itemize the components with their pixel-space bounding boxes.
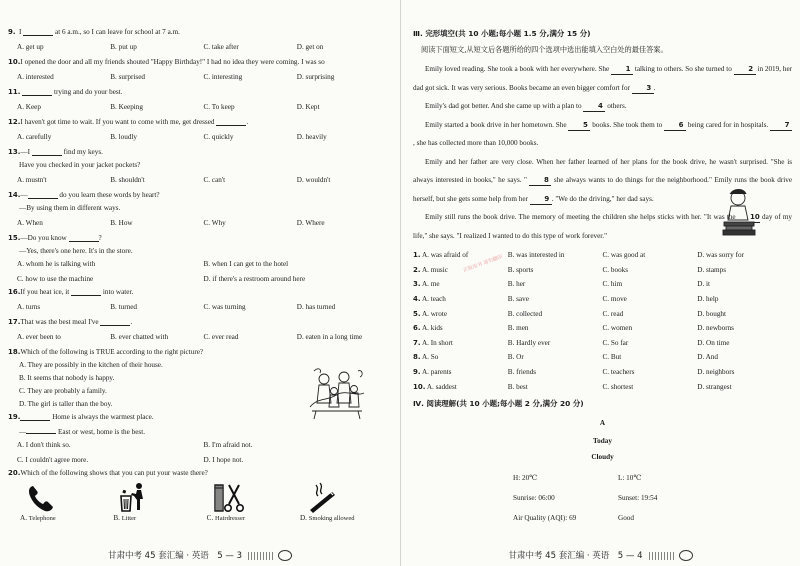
cloze-option-row: 5. A. wrote B. collected C. read D. bought <box>413 306 792 321</box>
option-b[interactable]: B. her <box>507 280 526 289</box>
question-18: 18. Which of the following is TRUE according to the right picture? A. They are possibly in the kitchen of their house. B. It seems that nobody is happy. C. They are probably a family. D. The girl is taller than the boy. <box>8 348 390 409</box>
option-b[interactable]: B. best <box>507 382 528 391</box>
option-b[interactable]: B. shouldn't <box>110 176 145 184</box>
option-d[interactable]: D. Where <box>296 219 325 227</box>
option-d[interactable]: D. I hope not. <box>203 456 244 464</box>
answer-blank[interactable] <box>20 413 50 421</box>
answer-blank[interactable] <box>28 191 58 199</box>
blank-5[interactable]: 5 <box>568 120 590 131</box>
litter-bin-icon <box>117 482 151 514</box>
option-a[interactable]: A. mustn't <box>17 176 47 184</box>
option-c[interactable]: C. take after <box>203 43 239 51</box>
option-a[interactable]: A. They are possibly in the kitchen of their house. <box>19 361 163 369</box>
option-b[interactable]: B. I'm afraid not. <box>203 441 253 449</box>
option-a[interactable]: A. wrote <box>421 309 448 318</box>
answer-blank[interactable] <box>216 118 246 126</box>
option-d[interactable]: D. help <box>697 295 719 304</box>
option-c[interactable]: C. move <box>602 295 627 304</box>
watermark-stamp: 正版用书 请勿翻印 <box>462 254 504 274</box>
option-c[interactable]: C. teachers <box>602 368 635 377</box>
option-d[interactable]: D. if there's a restroom around here <box>203 275 306 283</box>
page-footer: 甘肃中考 45 套汇编 · 英语 5 — 3 <box>0 549 400 561</box>
option-b[interactable]: B. collected <box>507 309 543 318</box>
option-a[interactable]: A. Keep <box>17 103 41 111</box>
question-20: 20. Which of the following shows that you can put your waste there? A. Telephone B. Litter C. Hairdresser D. Smoking allowed <box>8 469 390 523</box>
question-15: 15. —Do you know ? —Yes, there's one here. It's in the store. A. whom he is talking with B. when I can get to the hotel C. how to use the machine D. if there's a restroom around here <box>8 234 390 284</box>
blank-8[interactable]: 8 <box>529 175 551 186</box>
question-12: 12. I haven't got time to wait. If you want to come with me, get dressed . A. carefully B. loudly C. quickly D. heavily <box>8 118 390 142</box>
family-picture <box>308 367 366 421</box>
question-9: 9. I at 6 a.m., so I can leave for school at 7 a.m. A. get up B. put up C. take after D. get on <box>8 28 390 52</box>
sunset: Sunset: 19:54 <box>618 493 658 502</box>
barcode-icon <box>649 552 675 560</box>
option-a[interactable]: A. interested <box>17 73 54 81</box>
option-a[interactable]: A. Telephone <box>20 482 90 523</box>
section-3-title: Ⅲ. 完形填空(共 10 小题;每小题 1.5 分,满分 15 分) <box>413 29 591 38</box>
option-a[interactable]: A. carefully <box>17 133 52 141</box>
weather-details <box>513 473 723 522</box>
option-d[interactable]: D. And <box>697 353 719 362</box>
option-d[interactable]: D. The girl is taller than the boy. <box>19 400 113 408</box>
weather-today: Today <box>593 436 612 445</box>
option-b[interactable]: B. Keeping <box>110 103 143 111</box>
low-temp: L: 10℃ <box>618 473 642 482</box>
question-14: 14. — do you learn these words by heart? —By using them in different ways. A. When B. How C. Why D. Where <box>8 191 390 228</box>
question-10: 10. I opened the door and all my friends shouted "Happy Birthday!" I had no idea they were coming. I was so A. interested B. surprised C. interesting D. surprising <box>8 58 390 82</box>
blank-7[interactable]: 7 <box>770 120 792 131</box>
option-a[interactable]: A. When <box>17 219 43 227</box>
answer-blank[interactable] <box>100 318 130 326</box>
option-d[interactable]: D. get on <box>296 43 324 51</box>
child-reading-icon <box>718 188 760 238</box>
blank-9[interactable]: 9 <box>530 194 552 205</box>
logo-icon <box>679 550 693 561</box>
option-d[interactable]: D. eaten in a long time <box>296 333 363 341</box>
high-temp: H: 20℃ <box>513 473 538 482</box>
page-footer: 甘肃中考 45 套汇编 · 英语 5 — 4 <box>401 549 800 561</box>
cloze-option-row: 10. A. saddest B. best C. shortest D. strangest <box>413 379 792 394</box>
option-d[interactable]: D. surprising <box>296 73 335 81</box>
answer-blank[interactable] <box>69 234 99 242</box>
section-4-title: Ⅳ. 阅读理解(共 10 小题;每小题 2 分,满分 20 分) <box>413 398 584 408</box>
logo-icon <box>278 550 292 561</box>
air-quality-level: Good <box>618 513 634 522</box>
cloze-option-row: 2. A. music B. sports C. books D. stamps <box>413 263 792 278</box>
option-c[interactable]: C. was good at <box>602 251 646 260</box>
option-d[interactable]: D. On time <box>697 338 730 347</box>
cloze-option-row: 8. A. So B. Or C. But D. And <box>413 350 792 365</box>
option-b[interactable]: B. turned <box>110 303 137 311</box>
option-b[interactable]: B. It seems that nobody is happy. <box>19 374 115 382</box>
cloze-option-row: 1. A. was afraid of B. was interested in C. was good at D. was sorry for <box>413 248 792 263</box>
option-c[interactable]: C. They are probably a family. <box>19 387 107 395</box>
cloze-option-row: 9. A. parents B. friends C. teachers D. neighbors <box>413 365 792 380</box>
option-b[interactable]: B. How <box>110 219 133 227</box>
answer-blank[interactable] <box>23 28 53 36</box>
option-a[interactable]: A. So <box>421 353 439 362</box>
option-b[interactable]: B. friends <box>507 368 537 377</box>
question-11: 11. trying and do your best. A. Keep B. Keeping C. To keep D. Kept <box>8 88 390 112</box>
option-b[interactable]: B. when I can get to the hotel <box>203 260 289 268</box>
cloze-option-row: 6. A. kids B. men C. women D. newborns <box>413 321 792 336</box>
option-b[interactable]: B. was interested in <box>507 251 565 260</box>
option-d[interactable]: D. stamps <box>697 265 726 274</box>
option-d[interactable]: D. newborns <box>697 324 734 333</box>
option-d[interactable]: D. was sorry for <box>697 251 744 260</box>
section-3-instructions: 阅读下面短文,从短文后各题所给的四个选项中选出能填入空白处的最佳答案。 <box>421 45 668 54</box>
option-c[interactable]: C. women <box>602 324 633 333</box>
option-c[interactable]: C. But <box>602 353 622 362</box>
option-c[interactable]: C. So far <box>602 338 629 347</box>
telephone-icon <box>24 482 58 514</box>
option-c[interactable]: C. read <box>602 309 624 318</box>
option-d[interactable]: D. heavily <box>296 133 327 141</box>
cloze-option-row: 7. A. In short B. Hardly ever C. So far D. On time <box>413 336 792 351</box>
weather-condition: Cloudy <box>591 452 614 461</box>
option-d[interactable]: D. has turned <box>296 303 336 311</box>
blank-3[interactable]: 3 <box>632 83 654 94</box>
option-c[interactable]: C. quickly <box>203 133 234 141</box>
question-13: 13. —I find my keys. Have you checked in your jacket pockets? A. mustn't B. shouldn't C. can't D. wouldn't <box>8 148 390 185</box>
answer-blank[interactable] <box>71 288 101 296</box>
cloze-option-row: 3. A. me B. her C. him D. it <box>413 277 792 292</box>
option-c[interactable]: C. him <box>602 280 623 289</box>
blank-2[interactable]: 2 <box>734 64 756 75</box>
option-a[interactable]: A. teach <box>421 295 446 304</box>
option-a[interactable]: A. me <box>421 280 440 289</box>
question-17: 17. That was the best meal I've . A. ever been to B. ever chatted with C. ever read D. eaten in a long time <box>8 318 390 342</box>
option-b[interactable]: B. loudly <box>110 133 138 141</box>
cloze-option-row: 4. A. teach B. save C. move D. help <box>413 292 792 307</box>
option-b[interactable]: B. surprised <box>110 73 145 81</box>
option-c[interactable]: C. Why <box>203 219 226 227</box>
option-d[interactable]: D. Kept <box>296 103 320 111</box>
option-b[interactable]: B. sports <box>507 265 534 274</box>
option-d[interactable]: D. it <box>697 280 711 289</box>
option-a[interactable]: A. whom he is talking with <box>17 260 96 268</box>
option-a[interactable]: A. saddest <box>426 382 457 391</box>
option-b[interactable]: B. men <box>507 324 529 333</box>
blank-4[interactable]: 4 <box>583 101 605 112</box>
right-page <box>400 0 800 566</box>
option-c[interactable]: C. can't <box>203 176 226 184</box>
option-b[interactable]: B. put up <box>110 43 137 51</box>
option-a[interactable]: A. In short <box>421 338 453 347</box>
option-b[interactable]: B. save <box>507 295 529 304</box>
option-a[interactable]: A. was afraid of <box>421 251 469 260</box>
option-a[interactable]: A. get up <box>17 43 44 51</box>
cloze-passage: Emily loved reading. She took a book with her everywhere. She 1 talking to others. So she turned to 2 in 2019, her dad got sick. It was very serious. Books became an even bigger comfort for 3 . Emily's dad got better. And she came up with a plan to 4 others. Emily started a book drive in her hometown. She 5 books. She took them to 6 being cared for in hospitals. 7, she has collected more than 10,000 books. Emily and her father are very close. When her father learned of her plans for the book drive, he wasn't surprised. "She is always interested in books," he says. " 8 she always wants to do things for the neighborhood." Emily runs the book drive herself, but she gets some help from her 9 . "We do the driving," her dad says. Emily still runs the book drive. The memory of meeting the children she helps sticks with her. "It was the 10 day of my life," she says. "I realized I wanted to do this type of work forever." <box>413 65 793 240</box>
passage-label: A <box>599 418 606 427</box>
option-b[interactable]: B. Or <box>507 353 524 362</box>
smoking-allowed-icon <box>304 482 338 514</box>
option-c[interactable]: C. I couldn't agree more. <box>17 456 89 464</box>
option-a[interactable]: A. parents <box>421 368 452 377</box>
option-c[interactable]: C. To keep <box>203 103 235 111</box>
comb-scissors-icon <box>211 482 245 514</box>
option-c[interactable]: C. books <box>602 265 629 274</box>
option-c[interactable]: C. ever read <box>203 333 239 341</box>
barcode-icon <box>248 552 274 560</box>
question-16: 16. If you heat ice, it into water. A. turns B. turned C. was turning D. has turned <box>8 288 390 312</box>
option-a[interactable]: A. I don't think so. <box>17 441 71 449</box>
option-c[interactable]: C. interesting <box>203 73 243 81</box>
option-c[interactable]: C. shortest <box>602 382 634 391</box>
sunrise: Sunrise: 06:00 <box>513 493 555 502</box>
option-a[interactable]: A. kids <box>421 324 443 333</box>
air-quality: Air Quality (AQI): 69 <box>513 513 577 522</box>
option-a[interactable]: A. ever been to <box>17 333 61 341</box>
option-d[interactable]: D. neighbors <box>697 368 735 377</box>
answer-blank[interactable] <box>26 426 56 434</box>
option-c[interactable]: C. Hairdresser <box>207 482 277 523</box>
option-c[interactable]: C. was turning <box>203 303 246 311</box>
answer-blank[interactable] <box>32 148 62 156</box>
option-b[interactable]: B. Litter <box>113 482 183 523</box>
option-a[interactable]: A. turns <box>17 303 41 311</box>
option-b[interactable]: B. ever chatted with <box>110 333 169 341</box>
reading-a <box>413 419 792 522</box>
option-d[interactable]: D. strangest <box>697 382 732 391</box>
option-d[interactable]: D. Smoking allowed <box>300 482 370 523</box>
blank-1[interactable]: 1 <box>611 64 633 75</box>
option-c[interactable]: C. how to use the machine <box>17 275 94 283</box>
blank-6[interactable]: 6 <box>664 120 686 131</box>
option-d[interactable]: D. wouldn't <box>296 176 331 184</box>
blank-10[interactable]: 10 <box>738 212 760 223</box>
option-b[interactable]: B. Hardly ever <box>507 338 551 347</box>
answer-blank[interactable] <box>22 88 52 96</box>
option-a[interactable]: A. music <box>421 265 448 274</box>
option-d[interactable]: D. bought <box>697 309 726 318</box>
question-19: 19. Home is always the warmest place. — East or west, home is the best. A. I don't think so. B. I'm afraid not. C. I couldn't agree more. D. I hope not. <box>8 413 390 465</box>
